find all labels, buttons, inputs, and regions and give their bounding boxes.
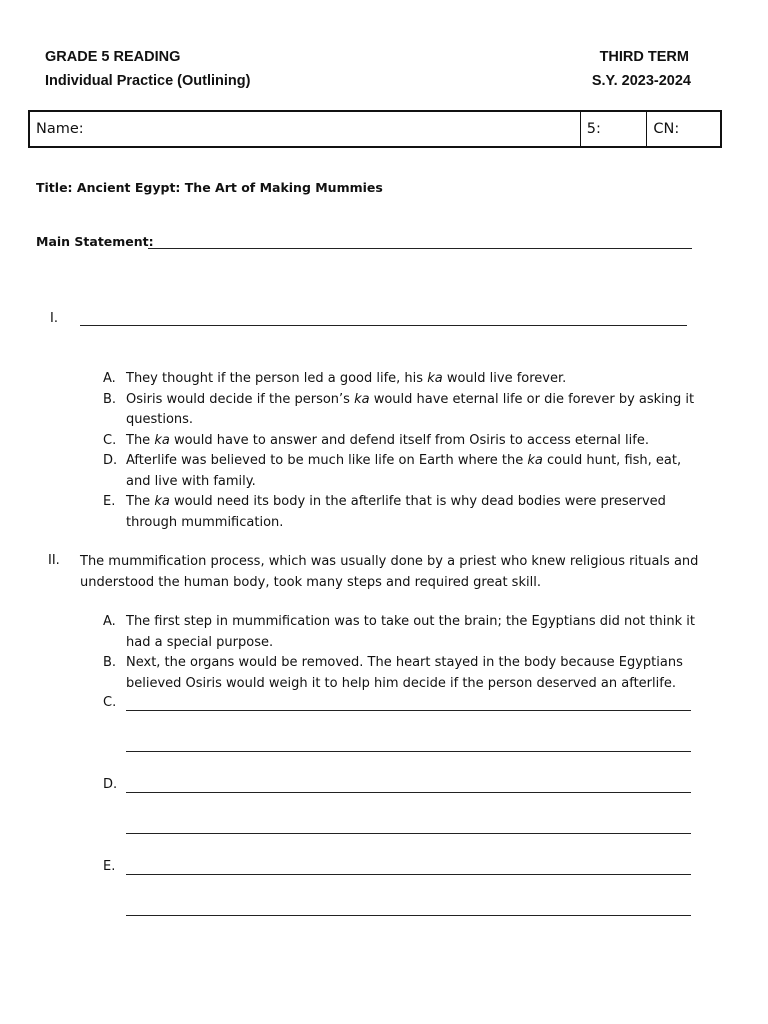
student-info-box <box>28 110 722 148</box>
item-d-blank-line-1[interactable] <box>126 792 691 793</box>
list-item: A. The first step in mummification was to take out the brain; the Egyptians did not think it had a special purpose. <box>103 614 695 650</box>
term-label: THIRD TERM <box>599 49 689 65</box>
item-d-marker: D. <box>103 777 118 792</box>
item-e-marker: E. <box>103 859 116 874</box>
worksheet-title: Title: Ancient Egypt: The Art of Making Mummies <box>36 180 383 195</box>
list-item: B. Next, the organs would be removed. The heart stayed in the body because Egyptians believed Osiris would weigh it to help him decide if the person deserved an afterlife. <box>103 655 683 691</box>
list-item: E. The ka would need its body in the afterlife that is why dead bodies were preserved through mummification. <box>103 494 666 530</box>
section-i-blank[interactable] <box>80 325 687 326</box>
main-statement-label: Main Statement: <box>36 234 154 249</box>
item-c-blank-line-2[interactable] <box>126 751 691 752</box>
class-number-field[interactable] <box>646 112 720 146</box>
item-d-blank-line-2[interactable] <box>126 833 691 834</box>
section-i-list <box>103 369 703 533</box>
section-label: 5: <box>586 121 601 137</box>
item-c-marker: C. <box>103 695 117 710</box>
grade-label: GRADE 5 READING <box>45 49 181 65</box>
section-ii-statement: The mummification process, which was usually done by a priest who knew religious rituals and understood the human body, took many steps and required great skill. <box>80 554 699 590</box>
list-item: A. They thought if the person led a good life, his ka would live forever. <box>103 371 567 386</box>
list-item: C. The ka would have to answer and defend itself from Osiris to access eternal life. <box>103 432 649 448</box>
list-item: B. Osiris would decide if the person’s ka would have eternal life or die forever by asking it questions. <box>103 391 695 427</box>
section-ii-numeral: II. <box>48 553 60 568</box>
practice-label: Individual Practice (Outlining) <box>45 73 251 89</box>
cn-label: CN: <box>653 121 680 137</box>
item-e-blank-line-1[interactable] <box>126 874 691 875</box>
item-e-blank-line-2[interactable] <box>126 915 691 916</box>
school-year-label: S.Y. 2023-2024 <box>591 73 691 89</box>
name-label: Name: <box>36 121 84 137</box>
section-field[interactable] <box>580 112 647 146</box>
list-item: D. Afterlife was believed to be much like life on Earth where the ka could hunt, fish, eat, and live with family. <box>103 453 682 489</box>
name-field[interactable] <box>30 112 580 146</box>
item-c-blank-line-1[interactable] <box>126 710 691 711</box>
main-statement-blank[interactable] <box>148 248 692 249</box>
section-ii-list <box>103 612 703 694</box>
section-i-numeral: I. <box>50 311 58 326</box>
